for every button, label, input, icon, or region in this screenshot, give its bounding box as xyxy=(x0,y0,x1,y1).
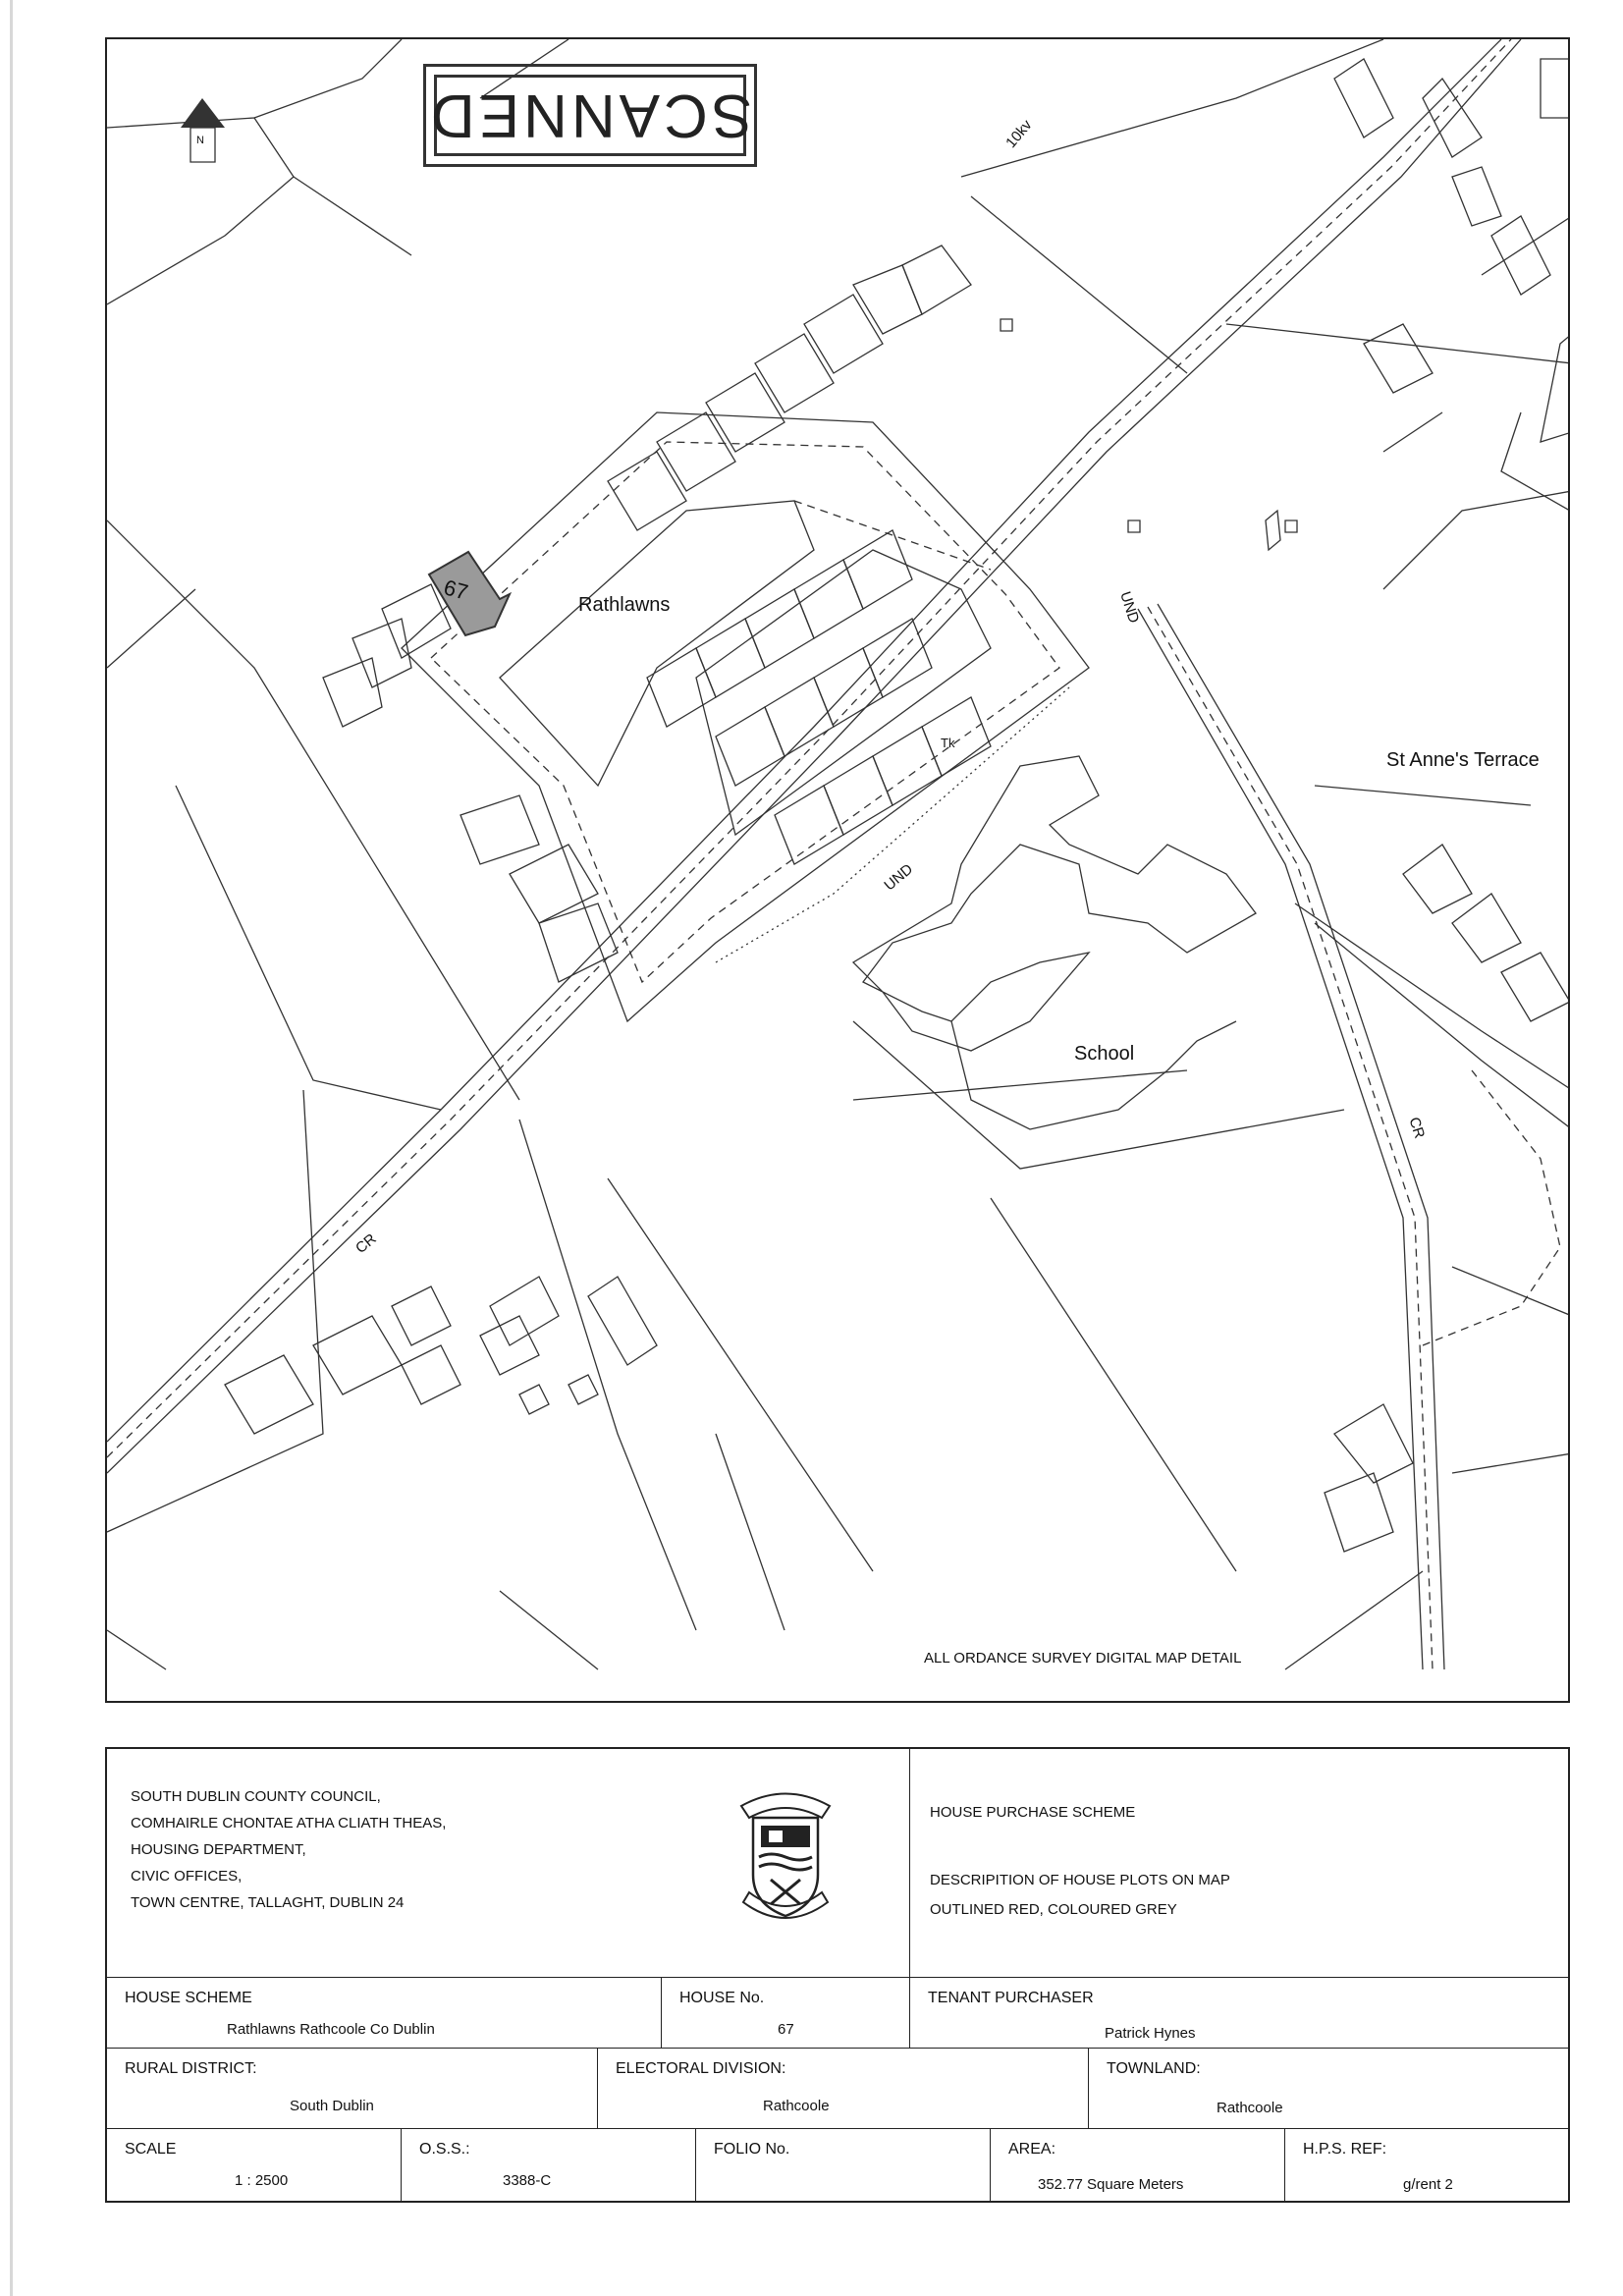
rural-label: RURAL DISTRICT: xyxy=(125,2060,257,2077)
map-drawing xyxy=(107,39,1570,1703)
house-no-label: HOUSE No. xyxy=(679,1990,765,2006)
council-line-3: HOUSING DEPARTMENT, xyxy=(131,1841,306,1858)
label-und-2: UND xyxy=(881,860,917,895)
field-rural-district xyxy=(107,2048,598,2128)
north-label: N xyxy=(196,135,204,146)
field-scale xyxy=(107,2128,402,2203)
estate-road-outer xyxy=(402,412,1089,1021)
scanned-stamp xyxy=(423,64,757,167)
field-oss xyxy=(402,2128,696,2203)
map-panel xyxy=(105,37,1570,1703)
hps-label: H.P.S. REF: xyxy=(1303,2141,1387,2158)
council-block xyxy=(107,1749,910,1977)
estate-road-inner xyxy=(500,501,814,786)
oss-value: 3388-C xyxy=(503,2172,552,2189)
field-tenant xyxy=(910,1977,1570,2048)
rural-value: South Dublin xyxy=(290,2098,374,2114)
label-10kv: 10kv xyxy=(1002,116,1036,152)
field-townland xyxy=(1089,2048,1570,2128)
hps-value: g/rent 2 xyxy=(1403,2176,1453,2193)
council-line-2: COMHAIRLE CHONTAE ATHA CLIATH THEAS, xyxy=(131,1815,447,1831)
scheme-desc-1: DESCRIPITION OF HOUSE PLOTS ON MAP xyxy=(930,1872,1230,1888)
scheme-desc-2: OUTLINED RED, COLOURED GREY xyxy=(930,1901,1177,1918)
label-plot-67: 67 xyxy=(441,574,471,605)
field-house-scheme xyxy=(107,1977,662,2048)
area-label: AREA: xyxy=(1008,2141,1056,2158)
council-line-5: TOWN CENTRE, TALLAGHT, DUBLIN 24 xyxy=(131,1894,405,1911)
field-folio xyxy=(696,2128,991,2203)
council-line-4: CIVIC OFFICES, xyxy=(131,1868,243,1885)
label-cr-2: CR xyxy=(1405,1115,1429,1141)
label-tk: Tk xyxy=(941,736,955,750)
house-scheme-value: Rathlawns Rathcoole Co Dublin xyxy=(227,2021,435,2038)
info-table xyxy=(105,1747,1570,2203)
tenant-value: Patrick Hynes xyxy=(1105,2025,1196,2042)
house-no-value: 67 xyxy=(778,2021,794,2038)
council-line-1: SOUTH DUBLIN COUNTY COUNCIL, xyxy=(131,1788,381,1805)
field-house-no xyxy=(662,1977,910,2048)
label-rathlawns: Rathlawns xyxy=(578,594,671,616)
north-arrow xyxy=(181,98,225,128)
map-footer-note: ALL ORDANCE SURVEY DIGITAL MAP DETAIL xyxy=(924,1650,1242,1667)
scale-label: SCALE xyxy=(125,2141,177,2158)
page-edge xyxy=(10,0,13,2296)
oss-label: O.S.S.: xyxy=(419,2141,470,2158)
road-cr-main xyxy=(107,39,1501,1442)
label-und-1: UND xyxy=(1116,589,1143,626)
house-scheme-label: HOUSE SCHEME xyxy=(125,1990,252,2006)
label-st-annes-terrace: St Anne's Terrace xyxy=(1386,749,1540,771)
field-electoral xyxy=(598,2048,1089,2128)
townland-label: TOWNLAND: xyxy=(1107,2060,1201,2077)
electoral-label: ELECTORAL DIVISION: xyxy=(616,2060,786,2077)
tenant-label: TENANT PURCHASER xyxy=(928,1990,1094,2006)
electoral-value: Rathcoole xyxy=(763,2098,830,2114)
scheme-title: HOUSE PURCHASE SCHEME xyxy=(930,1804,1136,1821)
field-hps-ref xyxy=(1285,2128,1570,2203)
townland-value: Rathcoole xyxy=(1217,2100,1283,2116)
folio-label: FOLIO No. xyxy=(714,2141,790,2158)
scale-value: 1 : 2500 xyxy=(235,2172,289,2189)
label-school: School xyxy=(1074,1043,1135,1065)
field-area xyxy=(991,2128,1285,2203)
area-value: 352.77 Square Meters xyxy=(1038,2176,1184,2193)
label-cr-1: CR xyxy=(352,1230,380,1257)
stamp-text: SCANNED xyxy=(427,82,753,149)
plot-67 xyxy=(429,552,510,635)
council-crest xyxy=(731,1786,839,1934)
school-building xyxy=(853,756,1256,1051)
scheme-block xyxy=(910,1749,1570,1977)
